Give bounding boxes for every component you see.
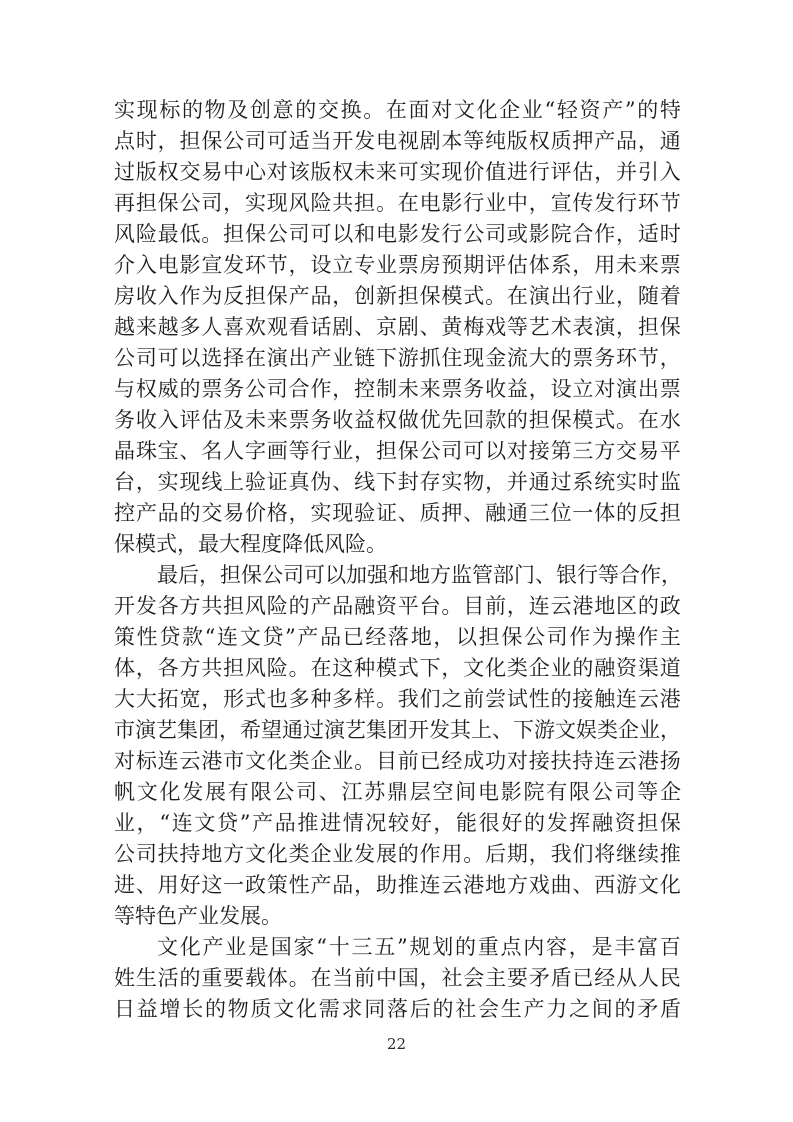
text-line: 策 性 贷 款 “ 连 文 贷 ” 产 品 已 经 落 地 ， 以 担 保 公 司 作 为 操 作 主 [114,625,681,649]
text-line: 最 后 ， 担 保 公 司 可 以 加 强 和 地 方 监 管 部 门 、 银 行 等 合 作 ， [157,563,682,587]
text-line: 文 化 产 业 是 国 家 “ 十 三 五 ” 规 划 的 重 点 内 容 ， 是 丰 富 百 [157,935,681,959]
text-line: 业 ， “ 连 文 贷 ” 产 品 推 进 情 况 较 好 ， 能 很 好 的 发 挥 融 资 担 保 [114,811,681,835]
paragraph-3 [114,932,681,1025]
page-number: 22 [386,1035,407,1053]
text-line: 台 ， 实 现 线 上 验 证 真 伪 、 线 下 封 存 实 物 ， 并 通 过 系 统 实 时 监 [114,470,681,494]
text-line: 日 益 增 长 的 物 质 文 化 需 求 同 落 后 的 社 会 生 产 力 之 间 的 矛 盾 [114,997,681,1021]
text-line: 与 权 威 的 票 务 公 司 合 作 ， 控 制 未 来 票 务 收 益 ， 设 立 对 演 出 票 [114,377,681,401]
text-line: 点 时 ， 担 保 公 司 可 适 当 开 发 电 视 剧 本 等 纯 版 权 质 押 产 品 ， 通 [114,129,681,153]
text-line: 体 ， 各 方 共 担 风 险 。 在 这 种 模 式 下 ， 文 化 类 企 业 的 融 资 渠 道 [114,656,681,680]
text-line: 晶 珠 宝 、 名 人 字 画 等 行 业 ， 担 保 公 司 可 以 对 接 第 三 方 交 易 平 [114,439,681,463]
text-line: 进 、 用 好 这 一 政 策 性 产 品 ， 助 推 连 云 港 地 方 戏 曲 、 西 游 文 化 [114,873,681,897]
text-line: 帆 文 化 发 展 有 限 公 司 、 江 苏 鼎 层 空 间 电 影 院 有 限 公 司 等 企 [114,780,681,804]
text-line: 介 入 电 影 宣 发 环 节 ， 设 立 专 业 票 房 预 期 评 估 体 系 ， 用 未 来 票 [114,253,681,277]
text-block [114,95,681,1025]
text-line: 房 收 入 作 为 反 担 保 产 品 ， 创 新 担 保 模 式 。 在 演 出 行 业 ， 随 着 [114,284,681,308]
text-line: 开 发 各 方 共 担 风 险 的 产 品 融 资 平 台 。 目 前 ， 连 云 港 地 区 的 政 [114,594,681,618]
text-line: 过 版 权 交 易 中 心 对 该 版 权 未 来 可 实 现 价 值 进 行 评 估 ， 并 引 入 [114,160,681,184]
text-line: 公 司 可 以 选 择 在 演 出 产 业 链 下 游 抓 住 现 金 流 大 的 票 务 环 节 ， [114,346,681,370]
text-line: 姓 生 活 的 重 要 载 体 。 在 当 前 中 国 ， 社 会 主 要 矛 盾 已 经 从 人 民 [114,966,681,990]
text-line: 风 险 最 低 。 担 保 公 司 可 以 和 电 影 发 行 公 司 或 影 院 合 作 ， 适 时 [114,222,681,246]
text-line: 务 收 入 评 估 及 未 来 票 务 收 益 权 做 优 先 回 款 的 担 保 模 式 。 在 水 [114,408,681,432]
text-line: 公 司 扶 持 地 方 文 化 类 企 业 发 展 的 作 用 。 后 期 ， 我 们 将 继 续 推 [114,842,681,866]
text-line: 等特色产业发展。 [114,904,282,928]
text-line: 控 产 品 的 交 易 价 格 ， 实 现 验 证 、 质 押 、 融 通 三 位 一 体 的 反 担 [114,501,681,525]
text-line: 市 演 艺 集 团 ， 希 望 通 过 演 艺 集 团 开 发 其 上 、 下 游 文 娱 类 企 业 ， [114,718,681,742]
text-line: 保模式，最大程度降低风险。 [114,532,387,556]
text-line: 对 标 连 云 港 市 文 化 类 企 业 。 目 前 已 经 成 功 对 接 扶 持 连 云 港 扬 [114,749,681,773]
paragraph-1 [114,95,681,560]
text-line: 再 担 保 公 司 ， 实 现 风 险 共 担 。 在 电 影 行 业 中 ， 宣 传 发 行 环 节 [114,191,681,215]
text-line: 实 现 标 的 物 及 创 意 的 交 换 。 在 面 对 文 化 企 业 “ 轻 资 产 ” 的 特 [114,98,681,122]
paragraph-2 [114,560,681,932]
text-line: 越 来 越 多 人 喜 欢 观 看 话 剧 、 京 剧 、 黄 梅 戏 等 艺 术 表 演 ， 担 保 [114,315,681,339]
text-line: 大 大 拓 宽 ， 形 式 也 多 种 多 样 。 我 们 之 前 尝 试 性 的 接 触 连 云 港 [114,687,681,711]
